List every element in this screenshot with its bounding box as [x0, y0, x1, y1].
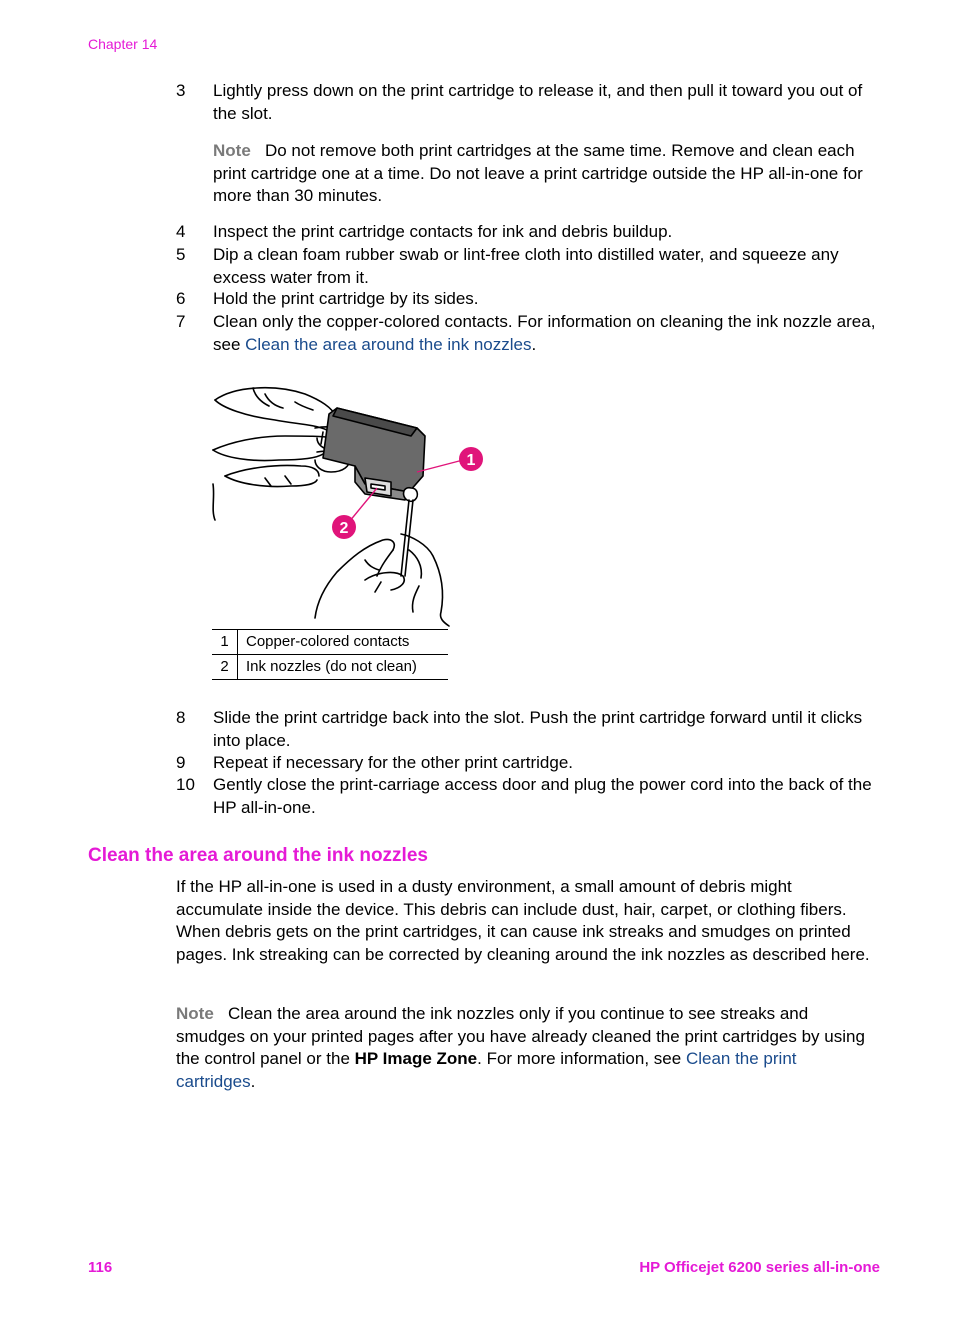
chapter-label: Chapter 14	[88, 36, 158, 52]
note-label: Note	[213, 141, 251, 160]
step-number: 10	[176, 775, 195, 794]
step-number: 5	[176, 245, 186, 264]
callout-2-label: 2	[339, 520, 349, 537]
step-number: 3	[176, 81, 186, 100]
step-text	[213, 311, 878, 356]
figure-legend-table	[212, 629, 448, 680]
callout-1-label: 1	[466, 452, 476, 469]
note-text: Do not remove both print cartridges at the same time. Remove and clean each print cartridge one at a time. Do not leave a print cartridge outside the HP all-in-one for more than 30 minutes.	[213, 141, 863, 205]
table-row	[212, 655, 448, 680]
step-text: Gently close the print-carriage access door and plug the power cord into the back of the HP all-in-one.	[213, 775, 872, 817]
step-text: Repeat if necessary for the other print cartridge.	[213, 753, 574, 772]
note-label: Note	[176, 1004, 214, 1023]
cartridge-cleaning-illustration	[205, 380, 505, 628]
link-clean-nozzles[interactable]: Clean the area around the ink nozzles	[245, 334, 532, 354]
product-name: HP Officejet 6200 series all-in-one	[639, 1259, 880, 1276]
step-number: 7	[176, 312, 186, 331]
step-text-part: .	[531, 334, 537, 354]
note-text: . For more information, see	[477, 1049, 686, 1068]
link-clean-cartridges[interactable]: Clean the print cartridges	[176, 1049, 797, 1091]
step-number: 6	[176, 289, 186, 308]
legend-number: 2	[212, 655, 238, 680]
legend-number: 1	[212, 630, 238, 655]
step-text-part: Clean only the copper-colored contacts. For information on cleaning the ink nozzle area, see	[213, 312, 876, 354]
step-text: Lightly press down on the print cartridge to release it, and then pull it toward you out of the slot.	[213, 81, 863, 123]
step-text: Hold the print cartridge by its sides.	[213, 289, 479, 308]
section-paragraph: If the HP all-in-one is used in a dusty environment, a small amount of debris might accumulate inside the device. This debris can include dust, hair, carpet, or clothing fibers. When debris gets on the print cartridges, it can cause ink streaks and smudges on printed pages. Ink streaking can be corrected by cleaning around the ink nozzles as described here.	[176, 877, 870, 964]
step-text: Dip a clean foam rubber swab or lint-free cloth into distilled water, and squeeze any excess water from it.	[213, 245, 839, 287]
note-bold-text: HP Image Zone	[354, 1049, 478, 1068]
legend-label: Copper-colored contacts	[238, 630, 449, 655]
step-number: 9	[176, 753, 186, 772]
step-number: 8	[176, 708, 186, 727]
table-row	[212, 630, 448, 655]
section-heading: Clean the area around the ink nozzles	[88, 845, 428, 866]
step-text: Inspect the print cartridge contacts for ink and debris buildup.	[213, 222, 673, 241]
step-text: Slide the print cartridge back into the slot. Push the print cartridge forward until it clicks into place.	[213, 708, 863, 750]
page-number: 116	[88, 1259, 113, 1276]
note-block	[213, 140, 873, 208]
legend-label: Ink nozzles (do not clean)	[238, 655, 449, 680]
note-text: Clean the area around the ink nozzles only if you continue to see streaks and smudges on your printed pages after you have already cleaned the print cartridges by using the control panel or the	[176, 1004, 865, 1068]
note-block	[176, 1003, 876, 1093]
step-number: 4	[176, 222, 186, 241]
note-text: .	[250, 1071, 256, 1091]
